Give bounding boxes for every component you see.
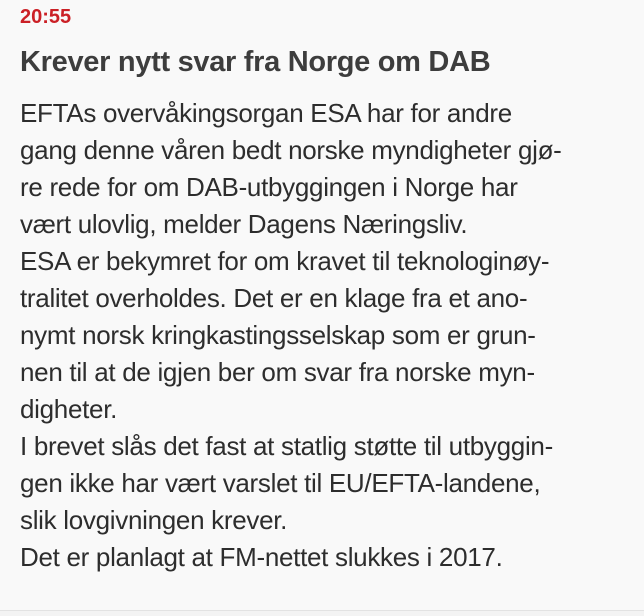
body-line: re rede for om DAB-utbyggingen i Norge har: [20, 172, 518, 202]
body-line: gen ikke har vært varslet til EU/EFTA-landene,: [20, 468, 541, 498]
article-body: [20, 95, 635, 576]
bottom-divider: [0, 610, 644, 616]
body-line: gang denne våren bedt norske myndigheter gjø-: [20, 135, 562, 165]
timestamp: 20:55: [20, 6, 72, 28]
body-line: slik lovgivningen krever.: [20, 505, 288, 535]
body-line: I brevet slås det fast at statlig støtte til utbyggin-: [20, 431, 553, 461]
body-line: vært ulovlig, melder Dagens Næringsliv.: [20, 209, 468, 239]
body-line: digheter.: [20, 394, 118, 424]
body-line: Det er planlagt at FM-nettet slukkes i 2017.: [20, 542, 503, 572]
body-line: nen til at de igjen ber om svar fra norske myn-: [20, 357, 535, 387]
body-line: tralitet overholdes. Det er en klage fra et ano-: [20, 283, 528, 313]
body-line: nymt norsk kringkastingsselskap som er grun-: [20, 320, 536, 350]
body-line: ESA er bekymret for om kravet til teknologinøy-: [20, 246, 550, 276]
body-line: EFTAs overvåkingsorgan ESA har for andre: [20, 98, 512, 128]
article-title: Krever nytt svar fra Norge om DAB: [20, 46, 491, 78]
